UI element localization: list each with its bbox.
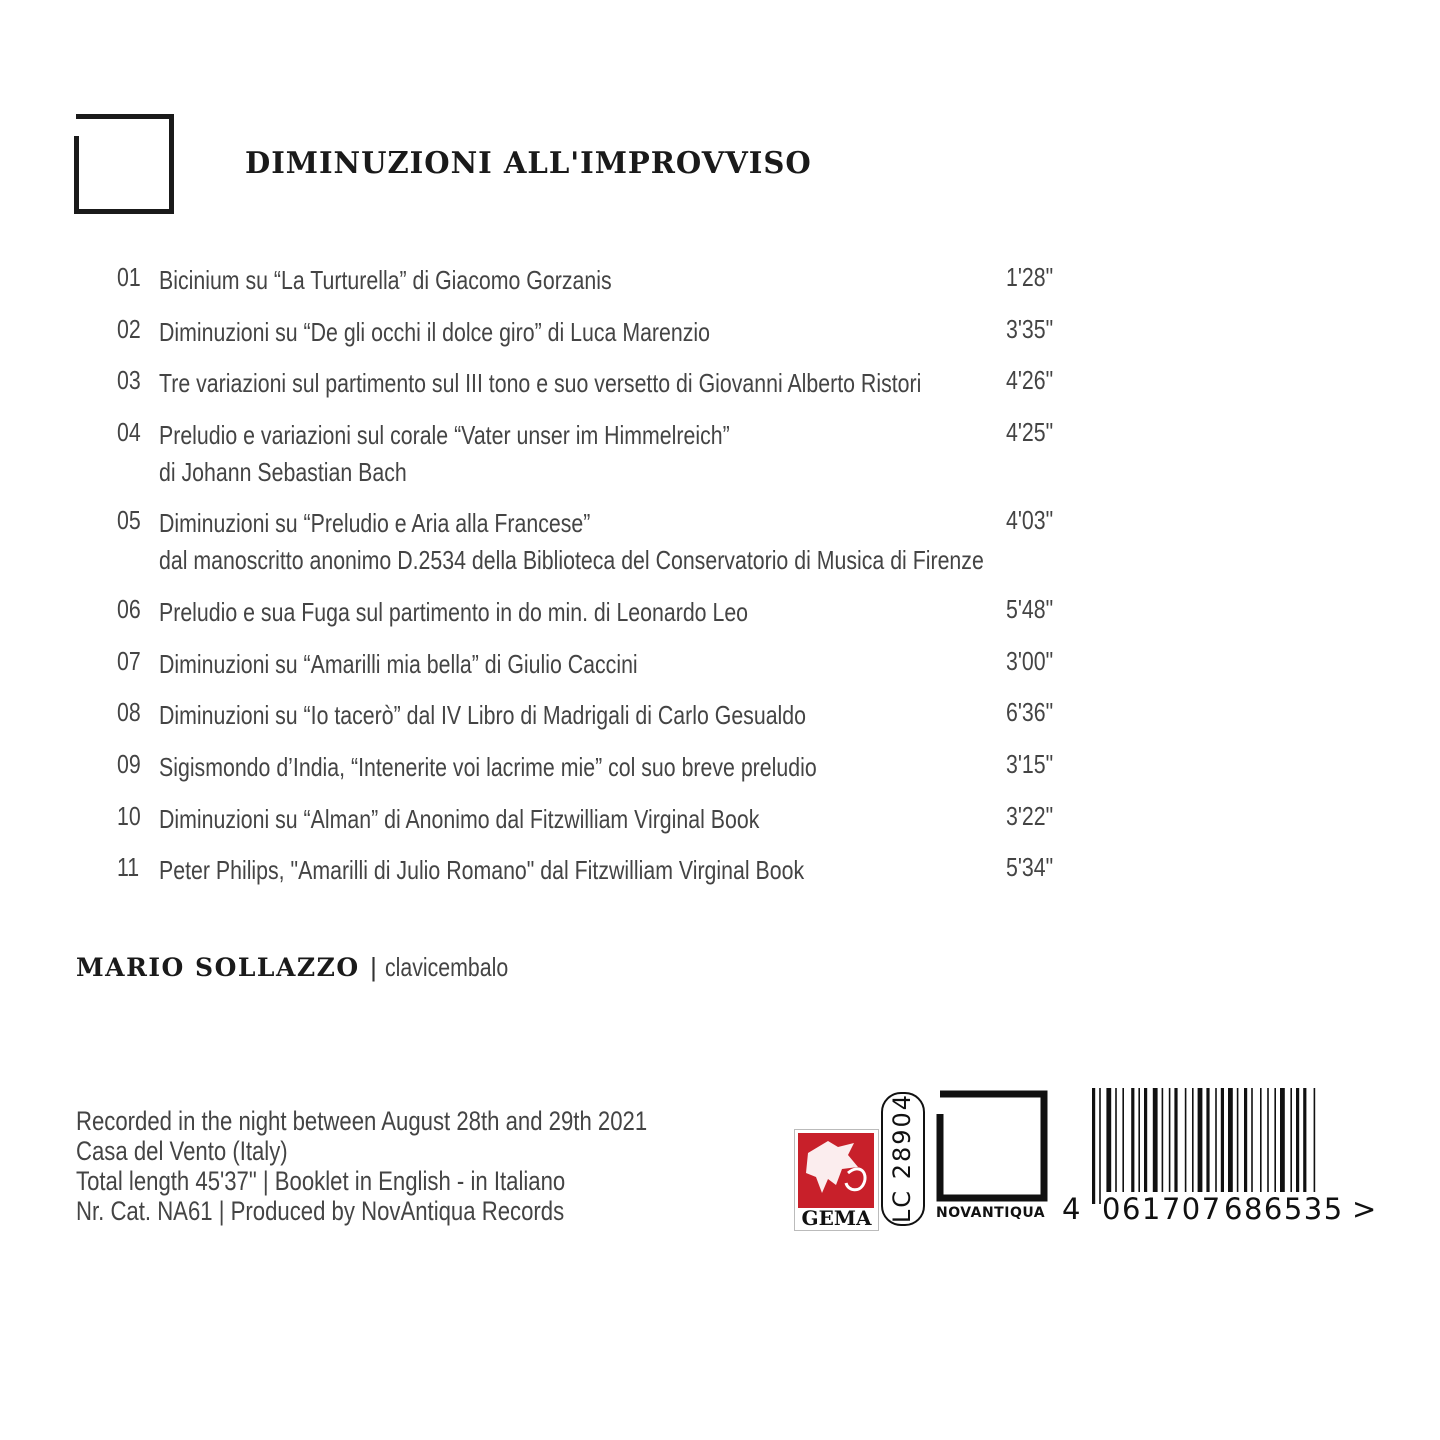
track-number: 10: [117, 801, 141, 831]
barcode-bar: [1153, 1088, 1158, 1192]
barcode-bar: [1303, 1088, 1306, 1192]
track-title: Diminuzioni su “De gli occhi il dolce giro” di Luca Marenzio: [159, 317, 711, 347]
barcode-bar: [1314, 1088, 1316, 1192]
track-number: 04: [117, 417, 141, 447]
gema-logo: [794, 1129, 879, 1231]
track-number: 07: [117, 646, 141, 676]
recording-credits: [76, 1106, 647, 1226]
track-title: Bicinium su “La Turturella” di Giacomo Gorzanis: [159, 265, 612, 295]
track-duration: 5'34": [1006, 852, 1054, 882]
barcode-bar: [1122, 1088, 1124, 1192]
barcode-bar: [1092, 1088, 1095, 1204]
barcode-bar: [1296, 1088, 1299, 1192]
barcode-bar: [1221, 1088, 1224, 1192]
artist-credit: [76, 952, 536, 983]
track-number: 08: [117, 697, 141, 727]
track-duration: 6'36": [1006, 697, 1054, 727]
barcode-bar: [1244, 1088, 1247, 1192]
barcode-bar: [1206, 1088, 1209, 1192]
track-title: Sigismondo d’India, “Intenerite voi lacrime mie” col suo breve preludio: [159, 752, 817, 782]
track-title: Diminuzioni su “Io tacerò” dal IV Libro di Madrigali di Carlo Gesualdo: [159, 700, 807, 730]
artist-separator: |: [370, 952, 377, 982]
label-name: NOVANTIQUA: [936, 1205, 1046, 1221]
credit-line: Nr. Cat. NA61 | Produced by NovAntiqua Records: [76, 1196, 565, 1226]
barcode-bar: [1138, 1088, 1140, 1192]
track-title: di Johann Sebastian Bach: [159, 457, 407, 487]
barcode-bar: [1228, 1088, 1233, 1192]
novantiqua-label-icon: [936, 1090, 1048, 1202]
label-code-text: LC 28904: [888, 1092, 916, 1224]
track-duration: 5'48": [1006, 594, 1054, 624]
track-title: Peter Philips, "Amarilli di Julio Romano" dal Fitzwilliam Virginal Book: [159, 855, 805, 885]
barcode-first-digit: 4: [1062, 1192, 1081, 1226]
track-number: 11: [117, 852, 140, 882]
barcode-bar: [1099, 1088, 1101, 1204]
barcode-bar: [1174, 1088, 1177, 1192]
track-duration: 3'22": [1006, 801, 1054, 831]
track-number: 06: [117, 594, 141, 624]
track-title: Diminuzioni su “Alman” di Anonimo dal Fitzwilliam Virginal Book: [159, 804, 760, 834]
barcode-bar: [1290, 1088, 1292, 1192]
track-duration: 3'15": [1006, 749, 1054, 779]
barcode-bar: [1162, 1088, 1164, 1192]
track-duration: 1'28": [1006, 262, 1054, 292]
label-code: [881, 1092, 923, 1224]
credit-line: Recorded in the night between August 28th and 29th 2021: [76, 1106, 648, 1136]
track-number: 09: [117, 749, 141, 779]
barcode-bar: [1251, 1088, 1253, 1192]
barcode-bar: [1267, 1088, 1269, 1192]
artist-name: MARIO SOLLAZZO: [76, 953, 360, 982]
gema-emblem-icon: [798, 1133, 874, 1208]
barcode-bar: [1169, 1088, 1171, 1192]
track-duration: 4'26": [1006, 365, 1054, 395]
barcode-bar: [1106, 1088, 1111, 1192]
track-title: Diminuzioni su “Preludio e Aria alla Francese”: [159, 508, 591, 538]
track-number: 05: [117, 505, 141, 535]
barcode-group-right: 686535: [1224, 1192, 1344, 1226]
novantiqua-logo-icon: [74, 114, 174, 214]
track-number: 01: [117, 262, 141, 292]
barcode-bar: [1274, 1088, 1276, 1192]
barcode-bar: [1280, 1088, 1285, 1192]
barcode-bar: [1115, 1088, 1117, 1192]
track-duration: 4'25": [1006, 417, 1054, 447]
track-title: dal manoscritto anonimo D.2534 della Biblioteca del Conservatorio di Musica di Firenze: [159, 545, 984, 575]
barcode-bar: [1198, 1088, 1203, 1192]
track-duration: 3'00": [1006, 646, 1054, 676]
track-title: Tre variazioni sul partimento sul III tono e suo versetto di Giovanni Alberto Ristori: [159, 368, 922, 398]
artist-role: clavicembalo: [385, 952, 509, 982]
barcode-icon: [1090, 1088, 1346, 1204]
track-title: Diminuzioni su “Amarilli mia bella” di Giulio Caccini: [159, 649, 638, 679]
album-title: DIMINUZIONI ALL'IMPROVVISO: [245, 146, 812, 181]
barcode-bar: [1192, 1088, 1194, 1192]
barcode-group-left: 061707: [1102, 1192, 1222, 1226]
track-duration: 4'03": [1006, 505, 1054, 535]
gema-label: GEMA: [801, 1206, 872, 1230]
track-duration: 3'35": [1006, 314, 1054, 344]
barcode-bar: [1144, 1088, 1147, 1192]
credit-line: Casa del Vento (Italy): [76, 1136, 288, 1166]
credit-line: Total length 45'37" | Booklet in English - in Italiano: [76, 1166, 566, 1196]
barcode-bar: [1237, 1088, 1239, 1192]
barcode-bar: [1215, 1088, 1217, 1192]
barcode-arrow: >: [1352, 1192, 1377, 1226]
track-number: 03: [117, 365, 141, 395]
barcode-bar: [1131, 1088, 1134, 1192]
track-title: Preludio e sua Fuga sul partimento in do min. di Leonardo Leo: [159, 597, 749, 627]
barcode-bar: [1260, 1088, 1262, 1192]
barcode-bar: [1185, 1088, 1187, 1192]
track-title: Preludio e variazioni sul corale “Vater unser im Himmelreich”: [159, 420, 730, 450]
track-number: 02: [117, 314, 141, 344]
